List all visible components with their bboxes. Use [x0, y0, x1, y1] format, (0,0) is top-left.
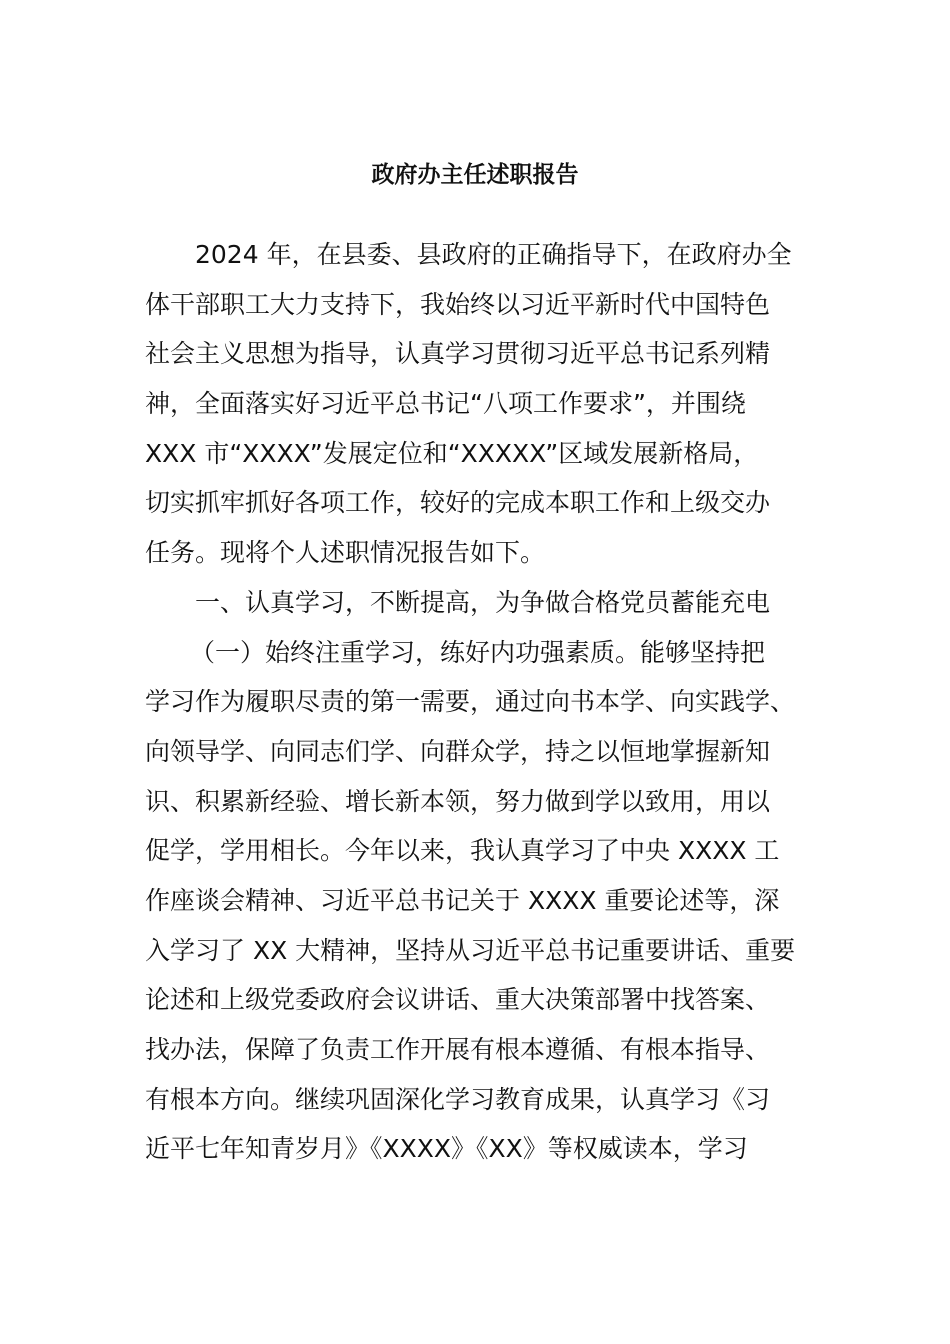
paragraph-line: 入学习了 XX 大精神，坚持从习近平总书记重要讲话、重要	[145, 935, 796, 965]
paragraph-line: 学习作为履职尽责的第一需要，通过向书本学、向实践学、	[145, 687, 796, 717]
paragraph-line: XXX 市“XXXX”发展定位和“XXXXX”区域发展新格局，	[145, 438, 759, 468]
document-body	[145, 230, 810, 1174]
paragraph-line: 近平七年知青岁月》《XXXX》《XX》等权威读本，学习	[145, 1134, 748, 1164]
paragraph-line: 2024 年，在县委、县政府的正确指导下，在政府办全	[195, 240, 792, 269]
paragraph-line: 促学，学用相长。今年以来，我认真学习了中央 XXXX 工	[145, 836, 780, 866]
subsection-line: （一）始终注重学习，练好内功强素质。能够坚持把	[190, 637, 766, 667]
paragraph-line: 找办法，保障了负责工作开展有根本遵循、有根本指导、	[145, 1035, 771, 1064]
paragraph-line: 作座谈会精神、习近平总书记关于 XXXX 重要论述等，深	[145, 885, 780, 915]
paragraph-line: 识、积累新经验、增长新本领，努力做到学以致用，用以	[145, 786, 771, 816]
paragraph-line: 向领导学、向同志们学、向群众学，持之以恒地掌握新知	[145, 736, 771, 766]
section-heading: 一、认真学习，不断提高，为争做合格党员蓄能充电	[195, 587, 771, 617]
paragraph-line: 神，全面落实好习近平总书记“八项工作要求”，并围绕	[145, 389, 746, 419]
document-title: 政府办主任述职报告	[371, 162, 579, 188]
paragraph-line: 切实抓牢抓好各项工作，较好的完成本职工作和上级交办	[145, 488, 771, 518]
paragraph-line: 任务。现将个人述职情况报告如下。	[145, 538, 546, 568]
paragraph-line: 有根本方向。继续巩固深化学习教育成果，认真学习《习	[145, 1084, 771, 1114]
paragraph-line: 体干部职工大力支持下，我始终以习近平新时代中国特色	[145, 289, 771, 319]
paragraph-line: 社会主义思想为指导，认真学习贯彻习近平总书记系列精	[145, 339, 771, 369]
paragraph-line: 论述和上级党委政府会议讲话、重大决策部署中找答案、	[145, 985, 771, 1015]
